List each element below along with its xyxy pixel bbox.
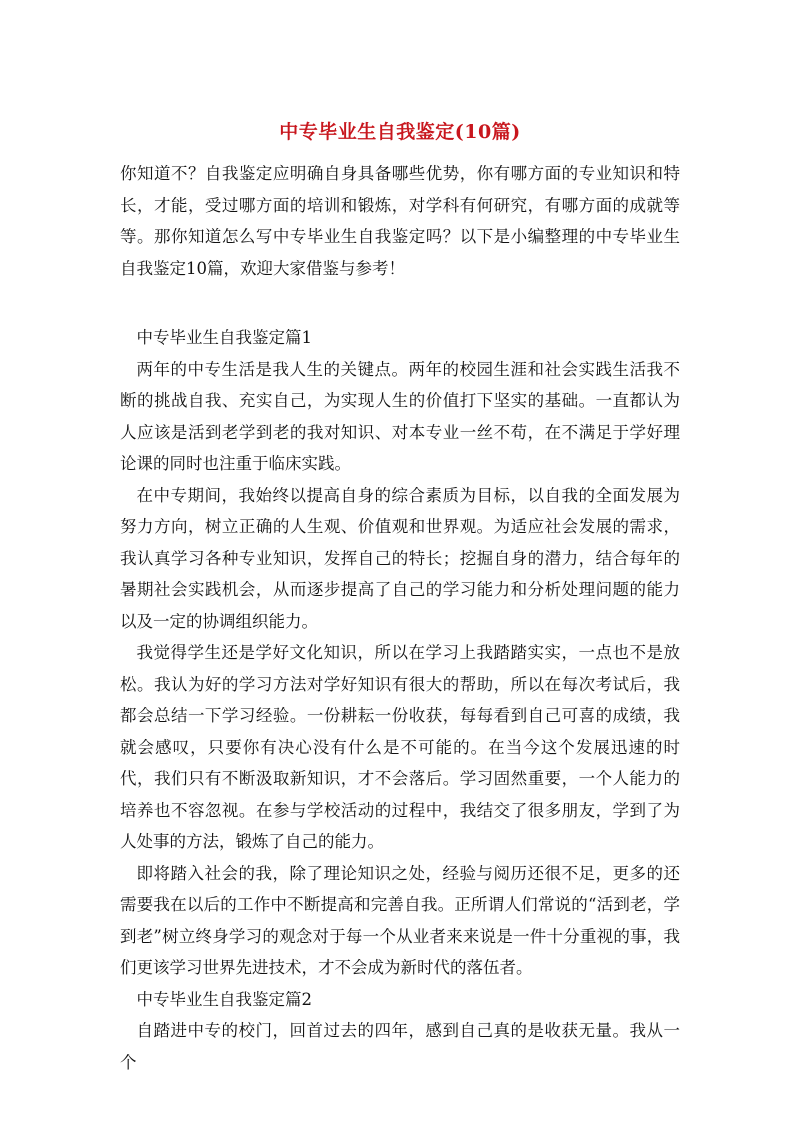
- body-paragraph: 自踏进中专的校门，回首过去的四年，感到自己真的是收获无量。我从一个: [120, 1021, 680, 1072]
- section-spacer: [120, 284, 680, 322]
- intro-paragraph: 你知道不？自我鉴定应明确自身具备哪些优势，你有哪方面的专业知识和特长，才能，受过哪方面的培训和锻炼，对学科有何研究，有哪方面的成就等等。那你知道怎么写中专毕业生自我鉴定吗？以下是小编整理的中专毕业生自我鉴定10篇，欢迎大家借鉴与参考！: [120, 164, 680, 278]
- section-heading: 中专毕业生自我鉴定篇1: [136, 328, 312, 347]
- body-paragraph: 即将踏入社会的我，除了理论知识之处，经验与阅历还很不足，更多的还需要我在以后的工作中不断提高和完善自我。正所谓人们常说的“活到老，学到老”树立终身学习的观念对于每一个从业者来来说是一件十分重视的事，我们更该学习世界先进技术，才不会成为新时代的落伍者。: [120, 863, 680, 977]
- document-title: 中专毕业生自我鉴定(10篇): [279, 121, 521, 143]
- body-paragraph: 两年的中专生活是我人生的关键点。两年的校园生涯和社会实践生活我不断的挑战自我、充实自己，为实现人生的价值打下坚实的基础。一直都认为人应该是活到老学到老的我对知识、对本专业一丝不苟，在不满足于学好理论课的同时也注重于临床实践。: [120, 359, 680, 473]
- body-paragraph: 我觉得学生还是学好文化知识，所以在学习上我踏踏实实，一点也不是放松。我认为好的学习方法对学好知识有很大的帮助，所以在每次考试后，我都会总结一下学习经验。一份耕耘一份收获，每每看到自己可喜的成绩，我就会感叹，只要你有决心没有什么是不可能的。在当今这个发展迅速的时代，我们只有不断汲取新知识，才不会落后。学习固然重要，一个人能力的培养也不容忽视。在参与学校活动的过程中，我结交了很多朋友，学到了为人处事的方法，锻炼了自己的能力。: [120, 643, 680, 851]
- section-1: [120, 322, 680, 984]
- section-heading: 中专毕业生自我鉴定篇2: [136, 989, 312, 1009]
- body-paragraph: 在中专期间，我始终以提高自身的综合素质为目标，以自我的全面发展为努力方向，树立正确的人生观、价值观和世界观。为适应社会发展的需求，我认真学习各种专业知识，发挥自己的特长；挖掘自身的潜力，结合每年的暑期社会实践机会，从而逐步提高了自己的学习能力和分析处理问题的能力以及一定的协调组织能力。: [120, 485, 680, 631]
- document-page: [120, 118, 680, 1078]
- section-2: [120, 984, 680, 1079]
